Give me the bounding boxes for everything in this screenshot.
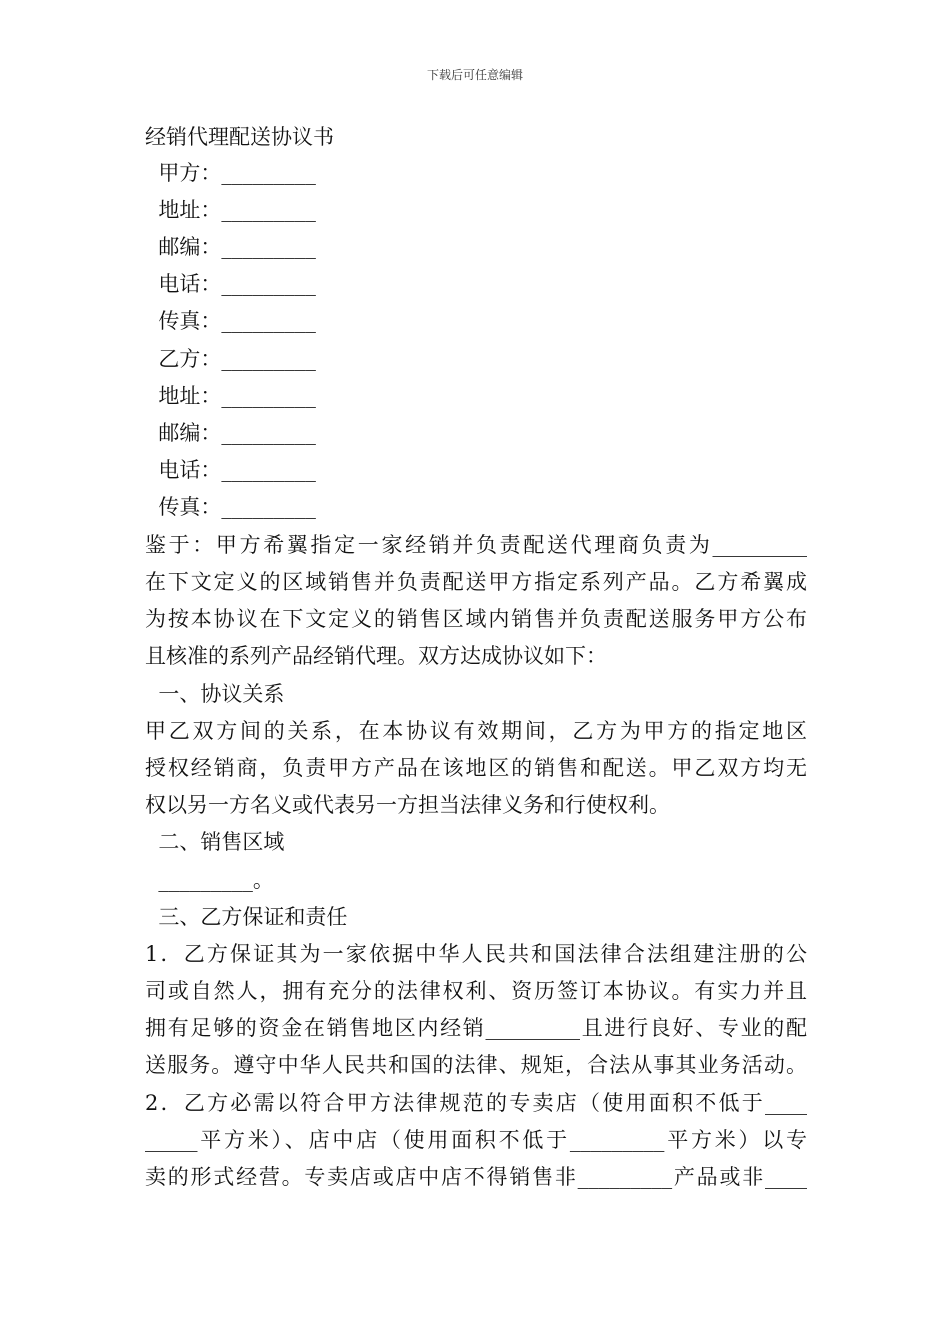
party-b-fax-field: 传真：_________ (145, 495, 316, 519)
section-3-item-2-line: 2．乙方必需以符合甲方法律规范的专卖店（使用面积不低于____ (145, 1091, 807, 1115)
party-b-phone-field: 电话：_________ (145, 458, 316, 482)
party-a-name-field: 甲方：_________ (145, 161, 316, 185)
party-b-name-field: 乙方：_________ (145, 347, 316, 371)
section-3-item-1-line: 送服务。遵守中华人民共和国的法律、规矩，合法从事其业务活动。 (145, 1053, 807, 1077)
section-3-item-1-line: 1．乙方保证其为一家依据中华人民共和国法律合法组建注册的公 (145, 942, 807, 966)
section-3-item-1-line: 拥有足够的资金在销售地区内经销_________且进行良好、专业的配 (145, 1016, 807, 1040)
section-1-heading: 一、协议关系 (145, 682, 285, 706)
preamble-line: 鉴于：甲方希翼指定一家经销并负责配送代理商负责为_________ (145, 533, 807, 557)
section-3-heading: 三、乙方保证和责任 (145, 905, 348, 929)
section-2-heading: 二、销售区域 (145, 830, 285, 854)
preamble-line: 且核准的系列产品经销代理。双方达成协议如下： (145, 644, 607, 668)
section-3-item-1-line: 司或自然人，拥有充分的法律权利、资历签订本协议。有实力并且 (145, 979, 807, 1003)
party-a-address-field: 地址：_________ (145, 198, 316, 222)
section-1-line: 权以另一方名义或代表另一方担当法律义务和行使权利。 (145, 793, 670, 817)
preamble-line: 在下文定义的区域销售并负责配送甲方指定系列产品。乙方希翼成 (145, 570, 807, 594)
section-1-line: 授权经销商，负责甲方产品在该地区的销售和配送。甲乙双方均无 (145, 756, 807, 780)
party-a-phone-field: 电话：_________ (145, 272, 316, 296)
preamble-line: 为按本协议在下文定义的销售区域内销售并负责配送服务甲方公布 (145, 607, 807, 631)
section-3-item-2-line: 卖的形式经营。专卖店或店中店不得销售非_________产品或非____ (145, 1165, 807, 1189)
section-1-line: 甲乙双方间的关系，在本协议有效期间，乙方为甲方的指定地区 (145, 719, 807, 743)
party-a-fax-field: 传真：_________ (145, 309, 316, 333)
page-header-note: 下载后可任意编辑 (426, 68, 523, 82)
section-3-item-2-line: _____平方米）、店中店（使用面积不低于_________平方米）以专 (145, 1128, 807, 1152)
document-title: 经销代理配送协议书 (145, 125, 334, 149)
party-b-postcode-field: 邮编：_________ (145, 421, 316, 445)
section-2-line: _________。 (145, 868, 274, 892)
party-a-postcode-field: 邮编：_________ (145, 235, 316, 259)
party-b-address-field: 地址：_________ (145, 384, 316, 408)
